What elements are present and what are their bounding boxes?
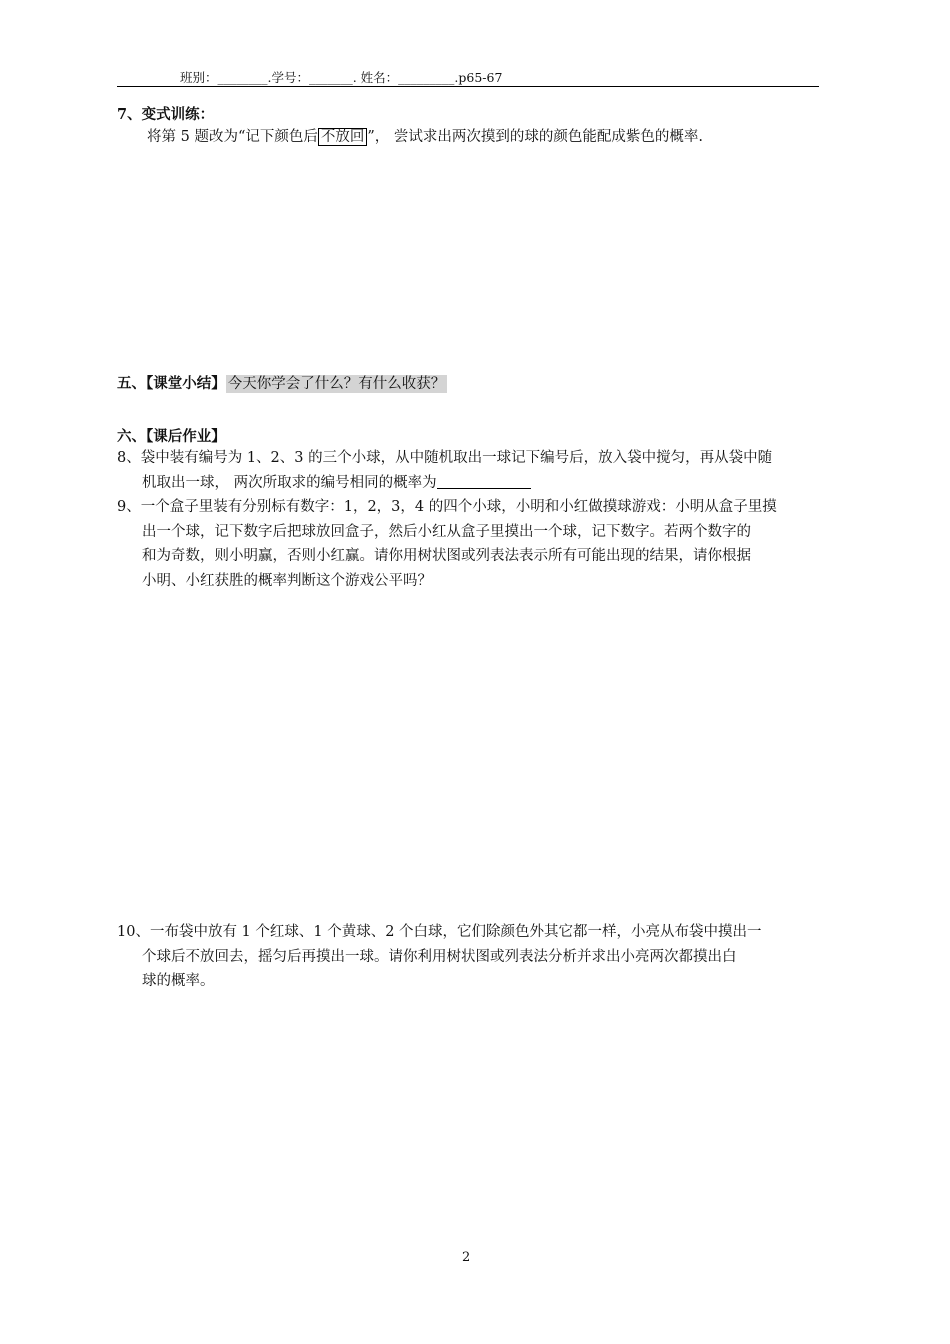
q9-line4: 小明、小红获胜的概率判断这个游戏公平吗？ (142, 572, 432, 589)
q10-line1: 10、一布袋中放有 1 个红球、1 个黄球、2 个白球，它们除颜色外其它都一样，小亮从布袋中摸出一 (117, 924, 762, 940)
q9-line3: 和为奇数，则小明赢，否则小红赢。请你用树状图或列表法表示所有可能出现的结果，请你根据 (142, 548, 751, 564)
page-number: 2 (462, 1250, 471, 1265)
question-10 (117, 920, 762, 994)
q8-answer-blank[interactable] (437, 473, 531, 489)
section5-prompt: 今天你学会了什么？有什么收获？ (227, 376, 446, 392)
section7-title: 7、变式训练： (117, 106, 215, 123)
q9-line2: 出一个球，记下数字后把球放回盒子，然后小红从盒子里摸出一个球，记下数字。若两个数字的 (142, 523, 751, 540)
header-line (117, 68, 819, 87)
q8-line2 (117, 471, 772, 496)
q9-line1: 9、一个盒子里装有分别标有数字：1，2，3，4 的四个小球，小明和小红做摸球游戏：小明从盒子里摸 (117, 499, 777, 515)
question-9 (117, 495, 777, 593)
q8-line1: 8、袋中装有编号为 1、2、3 的三个小球，从中随机取出一球记下编号后，放入袋中搅匀，再从袋中随 (117, 450, 773, 466)
section6-title: 六、【课后作业】 (117, 428, 226, 445)
q10-line3: 球的概率。 (142, 973, 215, 989)
section7-text-after: ”， 尝试求出两次摸到的球的颜色能配成紫色的概率. (367, 129, 703, 145)
section7-text (147, 125, 703, 150)
section5-line (117, 372, 447, 397)
question-8 (117, 446, 772, 495)
section5-title: 五、【课堂小结】 (117, 375, 226, 392)
section7-boxed-text: 不放回 (318, 128, 368, 146)
q10-line2: 个球后不放回去，摇匀后再摸出一球。请你利用树状图或列表法分析并求出小亮两次都摸出白 (142, 948, 737, 965)
section7-text-before: 将第 5 题改为“记下颜色后 (147, 129, 318, 145)
q8-line2-text: 机取出一球， 两次所取求的编号相同的概率为 (142, 474, 437, 491)
header-text: 班别：________.学号：_______. 姓名：_________.p65-67 (180, 70, 503, 85)
